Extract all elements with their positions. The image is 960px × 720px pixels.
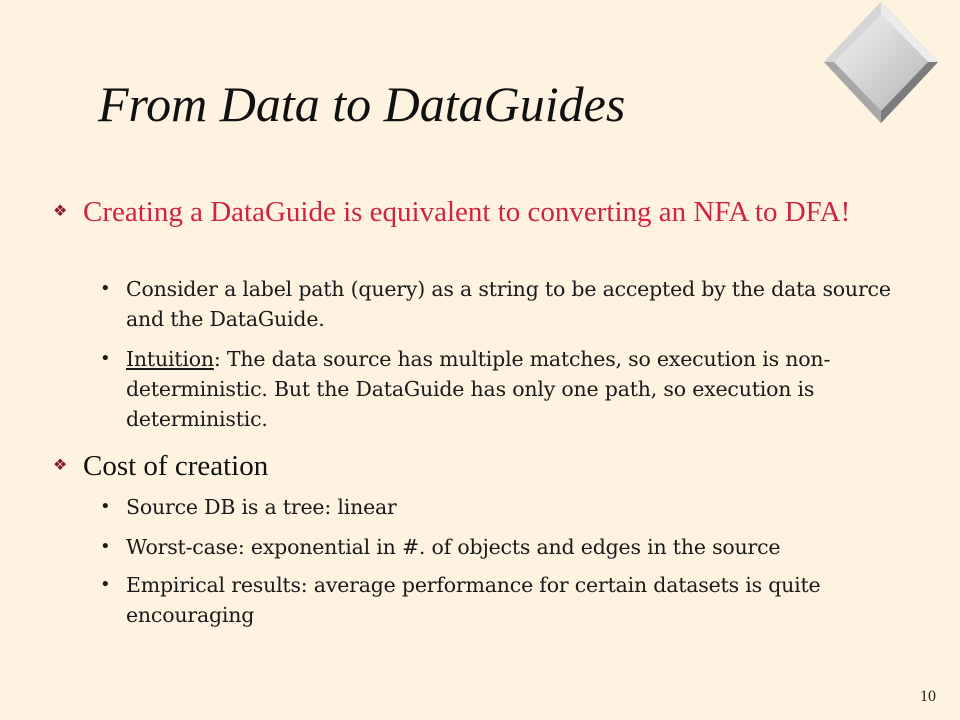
slide-title: From Data to DataGuides [98, 76, 626, 132]
dot-bullet-icon: • [100, 536, 111, 557]
sub-bullet-label-path [100, 274, 926, 334]
sub-bullet-source-db [100, 492, 926, 522]
bullet-dataguide-equivalence [53, 195, 923, 229]
sub-bullet-text: Source DB is a tree: linear [126, 495, 397, 519]
diamond-icon [822, 0, 940, 125]
dot-bullet-icon: • [100, 348, 111, 369]
diamond-bullet-icon: ❖ [53, 457, 68, 474]
page-number: 10 [920, 688, 936, 705]
bullet-text: Creating a DataGuide is equivalent to converting an NFA to DFA! [83, 196, 851, 228]
intuition-label: Intuition [126, 347, 214, 371]
sub-bullet-text: Consider a label path (query) as a string to be accepted by the data source and the DataGuide. [126, 277, 891, 331]
sub-bullet-text: : The data source has multiple matches, so execution is non-deterministic. But the DataGuide has only one path, so execution is deterministic. [126, 347, 831, 431]
bullet-cost-of-creation [53, 449, 923, 483]
diamond-bullet-icon: ❖ [53, 203, 68, 220]
dot-bullet-icon: • [100, 496, 111, 517]
dot-bullet-icon: • [100, 278, 111, 299]
sub-bullet-empirical [100, 570, 926, 630]
sub-bullet-text: Worst-case: exponential in #. of objects and edges in the source [126, 535, 781, 559]
sub-bullet-worst-case [100, 532, 926, 562]
sub-bullet-intuition [100, 344, 926, 434]
sub-bullet-text: Empirical results: average performance for certain datasets is quite encouraging [126, 573, 821, 627]
dot-bullet-icon: • [100, 574, 111, 595]
bullet-text: Cost of creation [83, 450, 269, 482]
